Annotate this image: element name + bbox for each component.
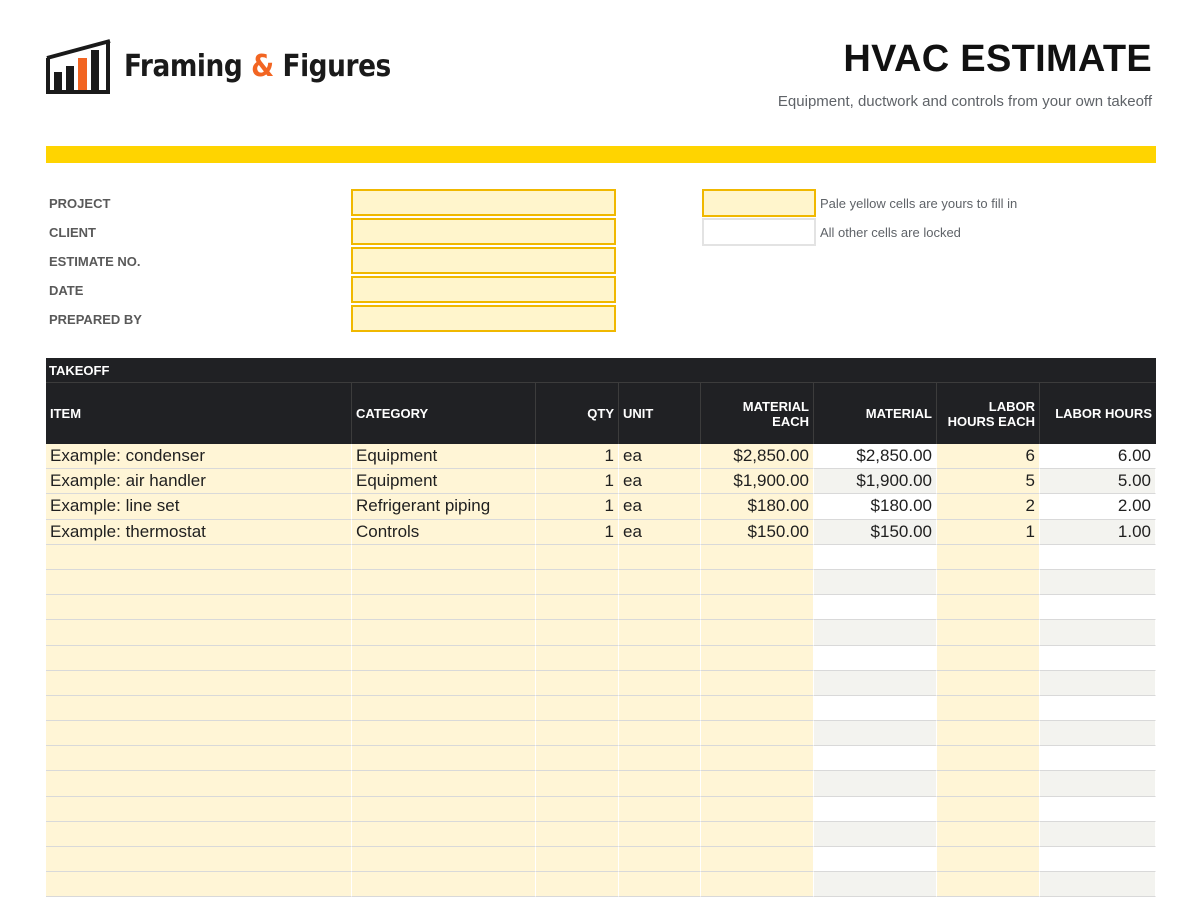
labor-hours-each-cell[interactable]: 6 (937, 444, 1040, 469)
estimate-no-field[interactable] (351, 247, 616, 274)
labor-hours-each-cell[interactable] (937, 847, 1040, 872)
material-cell (814, 822, 937, 847)
column-header-category: CATEGORY (352, 383, 536, 444)
category-cell[interactable] (352, 570, 536, 595)
labor-hours-each-cell[interactable]: 5 (937, 469, 1040, 494)
prepared-by-field[interactable] (351, 305, 616, 332)
category-cell[interactable] (352, 721, 536, 746)
table-row (46, 797, 1156, 822)
category-cell[interactable] (352, 797, 536, 822)
item-cell[interactable] (46, 822, 352, 847)
category-cell[interactable]: Equipment (352, 444, 536, 469)
item-cell[interactable] (46, 545, 352, 570)
qty-cell[interactable] (536, 595, 619, 620)
unit-cell[interactable] (619, 797, 701, 822)
table-row (46, 620, 1156, 645)
material-each-cell[interactable] (701, 696, 814, 721)
material-cell: $2,850.00 (814, 444, 937, 469)
material-cell (814, 847, 937, 872)
page-title: HVAC ESTIMATE (843, 38, 1152, 80)
labor-hours-cell (1040, 646, 1156, 671)
legend-input-note: Pale yellow cells are yours to fill in (820, 196, 1018, 211)
category-cell[interactable] (352, 671, 536, 696)
item-cell[interactable] (46, 570, 352, 595)
table-row (46, 494, 1156, 519)
category-cell[interactable]: Controls (352, 520, 536, 545)
unit-cell[interactable]: ea (619, 444, 701, 469)
labor-hours-cell (1040, 872, 1156, 897)
bar-chart-frame-icon (44, 38, 112, 94)
qty-cell[interactable] (536, 545, 619, 570)
material-cell (814, 595, 937, 620)
table-row (46, 847, 1156, 872)
material-cell (814, 570, 937, 595)
unit-cell[interactable]: ea (619, 494, 701, 519)
table-row (46, 469, 1156, 494)
labor-hours-cell (1040, 671, 1156, 696)
qty-cell[interactable] (536, 570, 619, 595)
labor-hours-cell (1040, 696, 1156, 721)
qty-cell[interactable] (536, 797, 619, 822)
legend-input-swatch (702, 189, 816, 217)
material-each-cell[interactable]: $150.00 (701, 520, 814, 545)
column-header-labor-hours: LABOR HOURS (1055, 406, 1152, 421)
category-cell[interactable] (352, 696, 536, 721)
item-cell[interactable] (46, 872, 352, 897)
qty-cell[interactable] (536, 646, 619, 671)
category-cell[interactable] (352, 771, 536, 796)
material-each-cell[interactable] (701, 872, 814, 897)
item-cell[interactable] (46, 746, 352, 771)
table-row (46, 822, 1156, 847)
item-cell[interactable]: Example: line set (46, 494, 352, 519)
table-row (46, 746, 1156, 771)
qty-cell[interactable]: 1 (536, 469, 619, 494)
table-row (46, 671, 1156, 696)
material-each-cell[interactable] (701, 595, 814, 620)
qty-cell[interactable] (536, 746, 619, 771)
project-field[interactable] (351, 189, 616, 216)
item-cell[interactable] (46, 646, 352, 671)
material-cell (814, 671, 937, 696)
labor-hours-cell (1040, 620, 1156, 645)
material-each-cell[interactable] (701, 620, 814, 645)
unit-cell[interactable] (619, 771, 701, 796)
table-row (46, 872, 1156, 897)
labor-hours-each-cell[interactable] (937, 746, 1040, 771)
labor-hours-each-cell[interactable] (937, 771, 1040, 796)
category-cell[interactable] (352, 545, 536, 570)
material-each-cell[interactable] (701, 771, 814, 796)
column-header-unit: UNIT (619, 383, 701, 444)
estimate-no-label: ESTIMATE NO. (49, 254, 141, 269)
unit-cell[interactable] (619, 822, 701, 847)
material-cell: $180.00 (814, 494, 937, 519)
material-cell (814, 721, 937, 746)
labor-hours-cell (1040, 771, 1156, 796)
labor-hours-cell (1040, 570, 1156, 595)
unit-cell[interactable] (619, 671, 701, 696)
column-header-labor-hours-each: LABOR HOURS EACH (937, 383, 1040, 444)
item-cell[interactable] (46, 671, 352, 696)
unit-cell[interactable] (619, 847, 701, 872)
material-each-cell[interactable] (701, 822, 814, 847)
brand-name (124, 49, 391, 84)
brand-logo (44, 38, 427, 94)
labor-hours-each-cell[interactable] (937, 822, 1040, 847)
column-header-item: ITEM (46, 383, 352, 444)
qty-cell[interactable] (536, 771, 619, 796)
material-each-cell[interactable] (701, 671, 814, 696)
unit-cell[interactable] (619, 746, 701, 771)
material-cell: $1,900.00 (814, 469, 937, 494)
labor-hours-cell: 1.00 (1040, 520, 1156, 545)
item-cell[interactable]: Example: thermostat (46, 520, 352, 545)
labor-hours-each-cell[interactable] (937, 620, 1040, 645)
header-band (46, 146, 1156, 163)
qty-cell[interactable] (536, 696, 619, 721)
prepared-by-label: PREPARED BY (49, 312, 142, 327)
material-cell: $150.00 (814, 520, 937, 545)
item-cell[interactable] (46, 620, 352, 645)
column-header-material-each: MATERIAL EACH (701, 383, 814, 444)
client-field[interactable] (351, 218, 616, 245)
item-cell[interactable] (46, 721, 352, 746)
unit-cell[interactable] (619, 646, 701, 671)
labor-hours-cell (1040, 847, 1156, 872)
unit-cell[interactable] (619, 620, 701, 645)
table-row (46, 696, 1156, 721)
takeoff-header-row (46, 383, 1156, 444)
item-cell[interactable] (46, 771, 352, 796)
item-cell[interactable] (46, 595, 352, 620)
qty-cell[interactable]: 1 (536, 520, 619, 545)
category-cell[interactable] (352, 620, 536, 645)
labor-hours-each-cell[interactable] (937, 696, 1040, 721)
material-each-cell[interactable]: $180.00 (701, 494, 814, 519)
material-cell (814, 771, 937, 796)
takeoff-table (46, 358, 1156, 897)
unit-cell[interactable] (619, 721, 701, 746)
labor-hours-cell (1040, 746, 1156, 771)
project-label: PROJECT (49, 196, 111, 211)
unit-cell[interactable]: ea (619, 469, 701, 494)
material-cell (814, 696, 937, 721)
unit-cell[interactable] (619, 545, 701, 570)
table-row (46, 545, 1156, 570)
material-each-cell[interactable] (701, 646, 814, 671)
brand-ampersand: & (251, 48, 274, 84)
brand-name-right: Figures (282, 48, 391, 84)
table-row (46, 771, 1156, 796)
item-cell[interactable]: Example: condenser (46, 444, 352, 469)
unit-cell[interactable] (619, 570, 701, 595)
labor-hours-cell (1040, 721, 1156, 746)
page-subtitle: Equipment, ductwork and controls from your own takeoff (777, 93, 1152, 110)
table-row (46, 721, 1156, 746)
material-each-cell[interactable] (701, 847, 814, 872)
brand-name-left: Framing (124, 48, 243, 84)
table-row (46, 646, 1156, 671)
labor-hours-each-cell[interactable] (937, 545, 1040, 570)
labor-hours-each-cell[interactable] (937, 797, 1040, 822)
item-cell[interactable] (46, 847, 352, 872)
category-cell[interactable] (352, 847, 536, 872)
category-cell[interactable] (352, 872, 536, 897)
labor-hours-each-cell[interactable] (937, 570, 1040, 595)
client-label: CLIENT (49, 225, 96, 240)
labor-hours-each-cell[interactable] (937, 721, 1040, 746)
qty-cell[interactable] (536, 671, 619, 696)
table-row (46, 570, 1156, 595)
column-header-qty: QTY (536, 383, 619, 444)
category-cell[interactable] (352, 746, 536, 771)
labor-hours-each-cell[interactable]: 1 (937, 520, 1040, 545)
item-cell[interactable] (46, 797, 352, 822)
item-cell[interactable]: Example: air handler (46, 469, 352, 494)
material-cell (814, 746, 937, 771)
material-each-cell[interactable] (701, 746, 814, 771)
material-cell (814, 646, 937, 671)
material-each-cell[interactable]: $1,900.00 (701, 469, 814, 494)
unit-cell[interactable]: ea (619, 520, 701, 545)
qty-cell[interactable] (536, 872, 619, 897)
material-each-cell[interactable] (701, 545, 814, 570)
category-cell[interactable]: Refrigerant piping (352, 494, 536, 519)
labor-hours-each-cell[interactable]: 2 (937, 494, 1040, 519)
material-cell (814, 872, 937, 897)
category-cell[interactable] (352, 646, 536, 671)
labor-hours-cell (1040, 797, 1156, 822)
table-row (46, 595, 1156, 620)
table-row (46, 520, 1156, 545)
material-each-cell[interactable]: $2,850.00 (701, 444, 814, 469)
material-each-cell[interactable] (701, 721, 814, 746)
unit-cell[interactable] (619, 872, 701, 897)
qty-cell[interactable]: 1 (536, 494, 619, 519)
labor-hours-each-cell[interactable] (937, 872, 1040, 897)
labor-hours-cell (1040, 822, 1156, 847)
labor-hours-each-cell[interactable] (937, 671, 1040, 696)
takeoff-section-title: TAKEOFF (46, 358, 1156, 383)
item-cell[interactable] (46, 696, 352, 721)
qty-cell[interactable] (536, 721, 619, 746)
qty-cell[interactable] (536, 822, 619, 847)
category-cell[interactable] (352, 822, 536, 847)
unit-cell[interactable] (619, 696, 701, 721)
labor-hours-cell (1040, 595, 1156, 620)
material-cell (814, 797, 937, 822)
labor-hours-each-cell[interactable] (937, 646, 1040, 671)
labor-hours-each-cell[interactable] (937, 595, 1040, 620)
qty-cell[interactable] (536, 620, 619, 645)
labor-hours-cell: 6.00 (1040, 444, 1156, 469)
takeoff-body (46, 444, 1156, 897)
qty-cell[interactable]: 1 (536, 444, 619, 469)
material-cell (814, 620, 937, 645)
legend-locked-note: All other cells are locked (820, 225, 961, 240)
unit-cell[interactable] (619, 595, 701, 620)
date-label: DATE (49, 283, 84, 298)
category-cell[interactable]: Equipment (352, 469, 536, 494)
column-header-material: MATERIAL (814, 383, 937, 444)
material-each-cell[interactable] (701, 570, 814, 595)
material-cell (814, 545, 937, 570)
labor-hours-cell: 2.00 (1040, 494, 1156, 519)
date-field[interactable] (351, 276, 616, 303)
table-row (46, 444, 1156, 469)
labor-hours-cell: 5.00 (1040, 469, 1156, 494)
labor-hours-cell (1040, 545, 1156, 570)
category-cell[interactable] (352, 595, 536, 620)
material-each-cell[interactable] (701, 797, 814, 822)
legend-locked-swatch (702, 218, 816, 246)
qty-cell[interactable] (536, 847, 619, 872)
